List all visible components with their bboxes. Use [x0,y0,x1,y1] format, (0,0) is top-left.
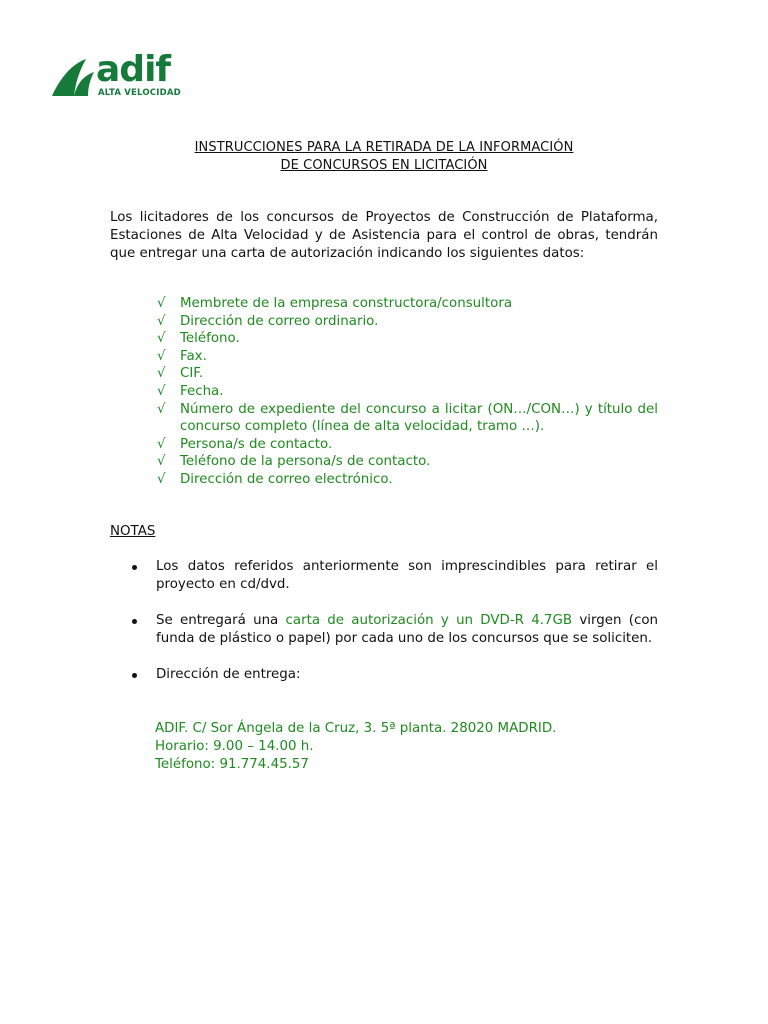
intro-paragraph: Los licitadores de los concursos de Proyectos de Construcción de Plataforma, Estaciones de Alta Velocidad y de Asistencia para el control de obras, tendrán que entregar una carta de autorización indicando los siguientes datos: [110,210,658,261]
check-mark-icon: √ [157,313,166,329]
notas-heading: NOTAS [110,524,156,539]
note-item: Se entregará una carta de autorización y un DVD-R 4.7GB virgen (con funda de plástico o papel) por cada uno de los concursos que se soliciten. [110,612,658,648]
delivery-address [155,720,556,774]
checklist-item: √ Persona/s de contacto. [157,436,333,452]
checklist-item: √ Teléfono. [157,331,240,347]
bullet-icon [132,619,137,624]
checklist-item: √ Fax. [157,348,207,364]
check-mark-icon: √ [157,454,166,470]
check-mark-icon: √ [157,331,166,347]
check-mark-icon: √ [157,436,166,452]
checklist-item: √ Número de expediente del concurso a licitar (ON…/CON…) y título del concurso completo (línea de alta velocidad, tramo …). [157,401,658,435]
required-data-checklist [157,295,658,489]
check-mark-icon: √ [157,383,166,399]
check-mark-icon: √ [157,366,166,382]
check-mark-icon: √ [157,471,166,487]
check-mark-icon: √ [157,348,166,364]
address-line: ADIF. C/ Sor Ángela de la Cruz, 3. 5ª planta. 28020 MADRID. [155,721,557,736]
checklist-item: √ Fecha. [157,383,224,399]
phone-line: Teléfono: 91.774.45.57 [155,757,309,772]
logo-subtitle: ALTA VELOCIDAD [98,88,181,98]
document-title [110,139,658,175]
checklist-item: √ Membrete de la empresa constructora/consultora [157,296,513,311]
note-item: Los datos referidos anteriormente son imprescindibles para retirar el proyecto en cd/dvd. [110,558,658,594]
adif-logo [50,49,200,102]
check-mark-icon: √ [157,296,166,311]
checklist-item: √ CIF. [157,366,204,382]
bullet-icon [132,673,137,678]
title-line-1: INSTRUCCIONES PARA LA RETIRADA DE LA INFORMACIÓN [194,140,574,155]
highlighted-text: carta de autorización y un DVD-R 4.7GB [285,613,573,628]
notes-list [110,558,658,684]
note-item: Dirección de entrega: [110,666,658,684]
checklist-item: √ Dirección de correo ordinario. [157,313,379,329]
hours-line: Horario: 9.00 – 14.00 h. [155,739,314,754]
adif-swoosh-icon [50,56,96,102]
checklist-item: √ Dirección de correo electrónico. [157,471,393,487]
checklist-item: √ Teléfono de la persona/s de contacto. [157,454,431,470]
logo-wordmark: adif [96,49,171,90]
bullet-icon [132,565,137,570]
check-mark-icon: √ [157,401,166,417]
title-line-2: DE CONCURSOS EN LICITACIÓN [280,158,488,173]
